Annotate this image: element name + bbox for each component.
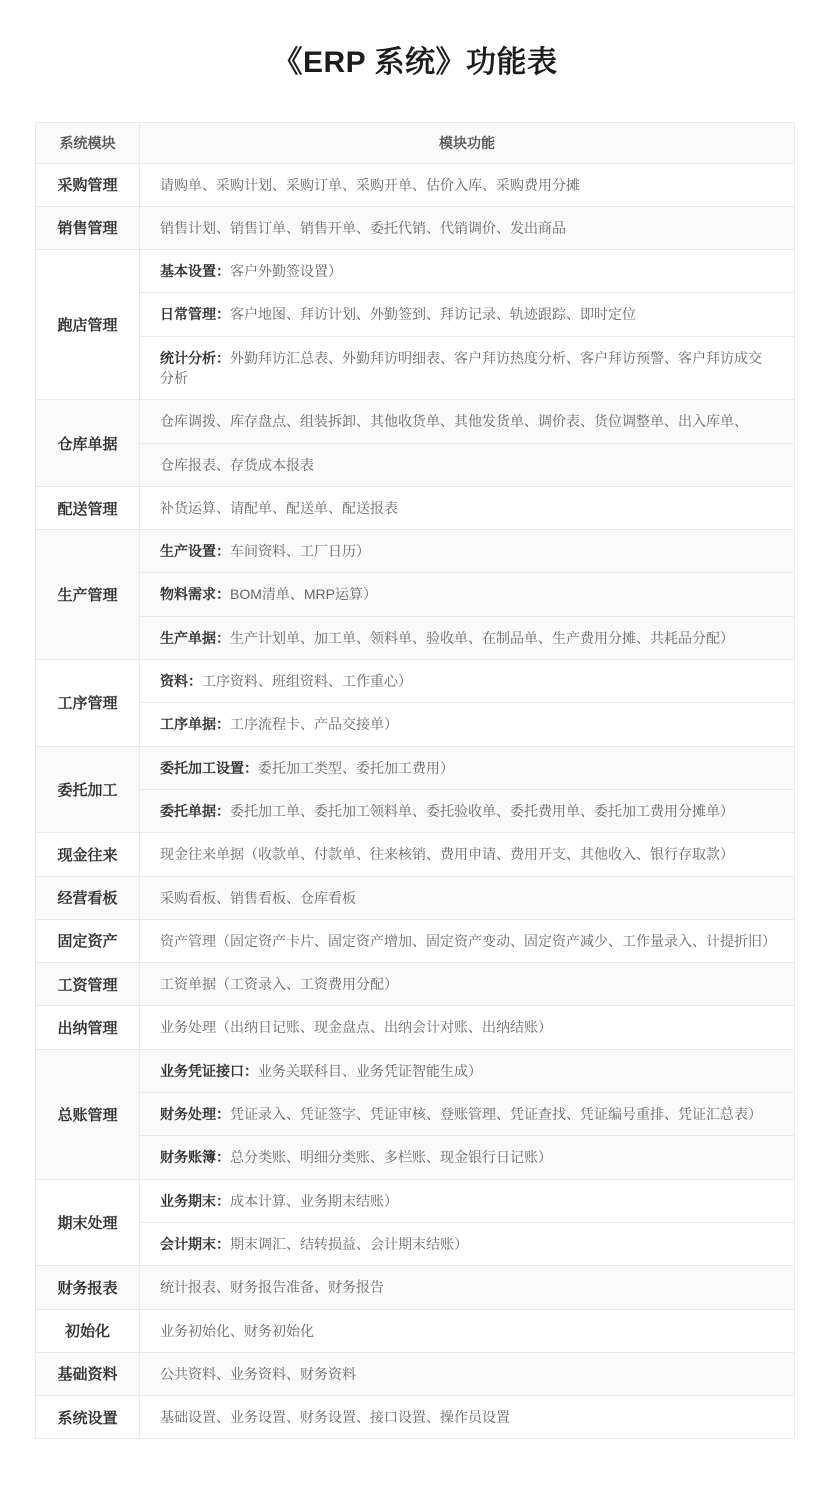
- table-row: [36, 573, 795, 616]
- table-row: [36, 1266, 795, 1309]
- page-title: 《ERP 系统》功能表: [272, 46, 558, 79]
- module-cell: 现金往来: [36, 833, 140, 876]
- table-header-row: [36, 122, 795, 163]
- function-group-label: 委托单据：: [160, 802, 230, 819]
- table-row: [36, 833, 795, 876]
- function-group-label: 会计期末：: [160, 1235, 230, 1252]
- function-cell: 采购看板、销售看板、仓库看板: [140, 876, 795, 919]
- function-cell: 财务账簿：总分类账、明细分类账、多栏账、现金银行日记账）: [140, 1136, 795, 1179]
- module-cell: 配送管理: [36, 486, 140, 529]
- function-group-label: 资料：: [160, 673, 202, 690]
- table-row: [36, 1049, 795, 1092]
- module-cell: 出纳管理: [36, 1006, 140, 1049]
- function-group-label: 财务处理：: [160, 1106, 230, 1123]
- function-cell: 日常管理：客户地图、拜访计划、外勤签到、拜访记录、轨迹跟踪、即时定位: [140, 293, 795, 336]
- function-group-label: 财务账簿：: [160, 1149, 230, 1166]
- table-row: [36, 206, 795, 249]
- function-cell: 会计期末：期末调汇、结转损益、会计期末结账）: [140, 1222, 795, 1265]
- table-row: [36, 876, 795, 919]
- module-cell: 经营看板: [36, 876, 140, 919]
- module-cell: 生产管理: [36, 530, 140, 660]
- module-cell: 期末处理: [36, 1179, 140, 1266]
- function-cell: 仓库报表、存货成本报表: [140, 443, 795, 486]
- function-cell: 请购单、采购计划、采购订单、采购开单、估价入库、采购费用分摊: [140, 163, 795, 206]
- function-group-label: 物料需求：: [160, 586, 230, 603]
- erp-function-table: [35, 122, 795, 1440]
- function-cell: 业务期末：成本计算、业务期末结账）: [140, 1179, 795, 1222]
- function-group-label: 工序单据：: [160, 716, 230, 733]
- column-header-system-module: 系统模块: [36, 122, 140, 163]
- module-cell: 工序管理: [36, 660, 140, 747]
- function-group-label: 业务凭证接口：: [160, 1062, 258, 1079]
- function-cell: 仓库调拨、库存盘点、组装拆卸、其他收货单、其他发货单、调价表、货位调整单、出入库单、: [140, 400, 795, 443]
- table-row: [36, 1396, 795, 1439]
- table-row: [36, 963, 795, 1006]
- function-cell: 基本设置：客户外勤签设置）: [140, 250, 795, 293]
- function-cell: 基础设置、业务设置、财务设置、接口设置、操作员设置: [140, 1396, 795, 1439]
- function-cell: 生产设置：车间资料、工厂日历）: [140, 530, 795, 573]
- function-cell: 资料：工序资料、班组资料、工作重心）: [140, 660, 795, 703]
- module-cell: 销售管理: [36, 206, 140, 249]
- function-cell: 统计报表、财务报告准备、财务报告: [140, 1266, 795, 1309]
- function-group-label: 日常管理：: [160, 306, 230, 323]
- module-cell: 采购管理: [36, 163, 140, 206]
- function-cell: 销售计划、销售订单、销售开单、委托代销、代销调价、发出商品: [140, 206, 795, 249]
- function-cell: 统计分析：外勤拜访汇总表、外勤拜访明细表、客户拜访热度分析、客户拜访预警、客户拜访成交分析: [140, 336, 795, 400]
- function-cell: 补货运算、请配单、配送单、配送报表: [140, 486, 795, 529]
- function-cell: 财务处理：凭证录入、凭证签字、凭证审核、登账管理、凭证查找、凭证编号重排、凭证汇总表）: [140, 1093, 795, 1136]
- table-row: [36, 1093, 795, 1136]
- module-cell: 系统设置: [36, 1396, 140, 1439]
- module-cell: 工资管理: [36, 963, 140, 1006]
- function-cell: 物料需求：BOM清单、MRP运算）: [140, 573, 795, 616]
- function-cell: 业务凭证接口：业务关联科目、业务凭证智能生成）: [140, 1049, 795, 1092]
- table-row: [36, 703, 795, 746]
- module-cell: 初始化: [36, 1309, 140, 1352]
- function-cell: 公共资料、业务资料、财务资料: [140, 1352, 795, 1395]
- table-row: [36, 919, 795, 962]
- module-cell: 基础资料: [36, 1352, 140, 1395]
- function-cell: 业务初始化、财务初始化: [140, 1309, 795, 1352]
- module-cell: 总账管理: [36, 1049, 140, 1179]
- table-row: [36, 293, 795, 336]
- table-row: [36, 443, 795, 486]
- table-row: [36, 1179, 795, 1222]
- module-cell: 财务报表: [36, 1266, 140, 1309]
- module-cell: 固定资产: [36, 919, 140, 962]
- table-row: [36, 530, 795, 573]
- module-cell: 跑店管理: [36, 250, 140, 400]
- table-row: [36, 1006, 795, 1049]
- function-group-label: 生产单据：: [160, 629, 230, 646]
- table-row: [36, 486, 795, 529]
- function-cell: 现金往来单据（收款单、付款单、往来核销、费用申请、费用开支、其他收入、银行存取款）: [140, 833, 795, 876]
- function-cell: 资产管理（固定资产卡片、固定资产增加、固定资产变动、固定资产减少、工作量录入、计提折旧）: [140, 919, 795, 962]
- function-cell: 委托单据：委托加工单、委托加工领料单、委托验收单、委托费用单、委托加工费用分摊单）: [140, 789, 795, 832]
- function-group-label: 生产设置：: [160, 543, 230, 560]
- function-cell: 业务处理（出纳日记账、现金盘点、出纳会计对账、出纳结账）: [140, 1006, 795, 1049]
- function-group-label: 委托加工设置：: [160, 759, 258, 776]
- table-row: [36, 660, 795, 703]
- table-body: [36, 163, 795, 1439]
- function-cell: 工序单据：工序流程卡、产品交接单）: [140, 703, 795, 746]
- table-row: [36, 746, 795, 789]
- table-row: [36, 1352, 795, 1395]
- table-header: [36, 122, 795, 163]
- table-row: [36, 616, 795, 659]
- module-cell: 委托加工: [36, 746, 140, 833]
- table-row: [36, 400, 795, 443]
- table-row: [36, 1136, 795, 1179]
- table-row: [36, 789, 795, 832]
- table-row: [36, 250, 795, 293]
- module-cell: 仓库单据: [36, 400, 140, 487]
- table-row: [36, 1222, 795, 1265]
- table-row: [36, 336, 795, 400]
- function-group-label: 统计分析：: [160, 349, 230, 366]
- table-row: [36, 163, 795, 206]
- function-cell: 生产单据：生产计划单、加工单、领料单、验收单、在制品单、生产费用分摊、共耗品分配）: [140, 616, 795, 659]
- table-row: [36, 1309, 795, 1352]
- function-cell: 委托加工设置：委托加工类型、委托加工费用）: [140, 746, 795, 789]
- function-group-label: 业务期末：: [160, 1192, 230, 1209]
- function-group-label: 基本设置：: [160, 263, 230, 280]
- column-header-module-functions: 模块功能: [140, 122, 795, 163]
- function-cell: 工资单据（工资录入、工资费用分配）: [140, 963, 795, 1006]
